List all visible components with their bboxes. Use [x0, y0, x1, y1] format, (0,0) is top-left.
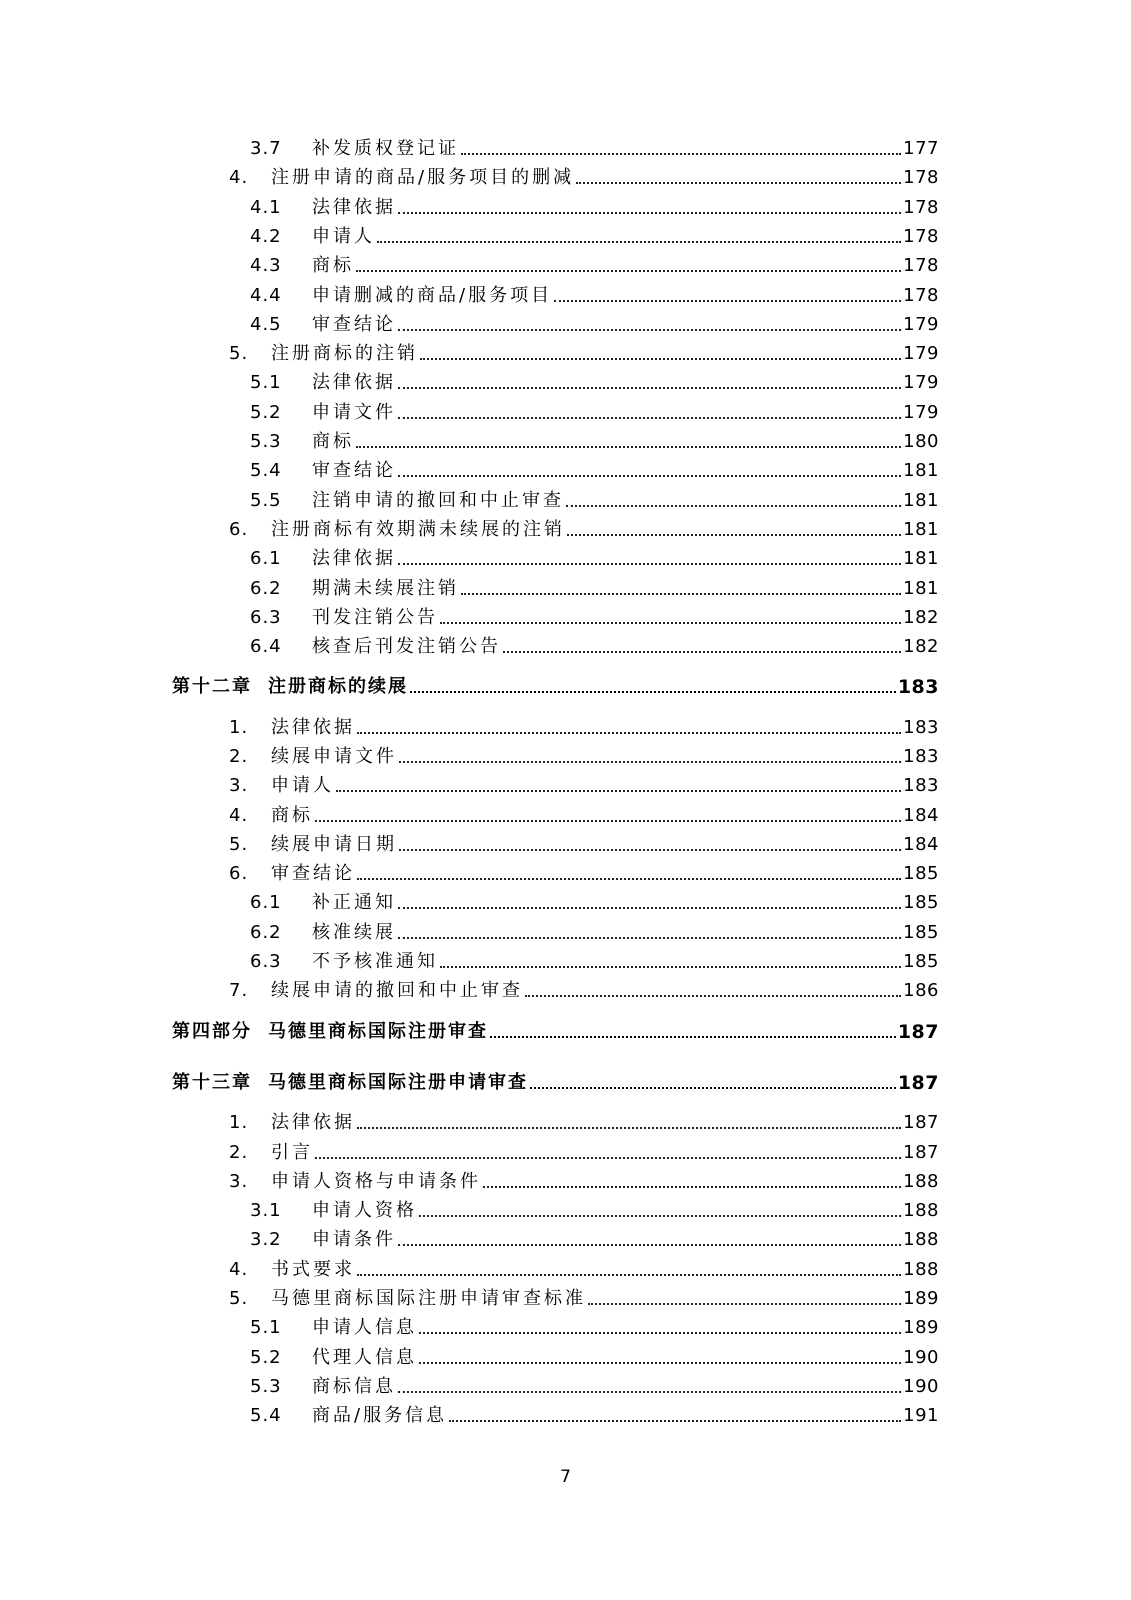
- toc-entry[interactable]: [0, 281, 1131, 311]
- toc-entry-number: 4.1: [250, 197, 282, 218]
- toc-entry-title: 注销申请的撤回和中止审查: [312, 490, 564, 511]
- toc-entry-page: 177: [903, 138, 939, 159]
- toc-entry-title: 书式要求: [271, 1259, 355, 1280]
- toc-entry[interactable]: [0, 1284, 1131, 1314]
- toc-leader-dots: [398, 1244, 901, 1246]
- toc-leader-dots: [483, 1186, 901, 1188]
- toc-entry-number: 5.1: [250, 372, 282, 393]
- toc-leader-dots: [490, 1036, 896, 1038]
- toc-entry[interactable]: [0, 801, 1131, 831]
- toc-entry[interactable]: [0, 163, 1131, 193]
- toc-entry-number: 5.: [229, 834, 249, 855]
- toc-entry-page: 187: [903, 1142, 939, 1163]
- toc-heading-entry[interactable]: [0, 672, 1131, 702]
- toc-leader-dots: [449, 1420, 901, 1422]
- toc-entry-title: 注册商标有效期满未续展的注销: [271, 519, 565, 540]
- toc-entry-number: 5.2: [250, 402, 282, 423]
- toc-entry-page: 180: [903, 431, 939, 452]
- toc-leader-dots: [336, 790, 901, 792]
- toc-leader-dots: [398, 475, 901, 477]
- toc-entry-number: 5.4: [250, 1405, 282, 1426]
- toc-entry[interactable]: [0, 830, 1131, 860]
- toc-entry-number: 4.5: [250, 314, 282, 335]
- toc-entry-number: 1.: [229, 717, 249, 738]
- toc-leader-dots: [567, 534, 901, 536]
- toc-entry-number: 6.1: [250, 548, 282, 569]
- toc-entry-page: 186: [903, 980, 939, 1001]
- toc-entry-title: 马德里商标国际注册审查: [268, 1021, 488, 1042]
- toc-entry-title: 期满未续展注销: [312, 578, 459, 599]
- toc-entry-title: 商品/服务信息: [312, 1405, 448, 1426]
- toc-entry-number: 4.3: [250, 255, 282, 276]
- toc-entry[interactable]: [0, 310, 1131, 340]
- toc-leader-dots: [398, 937, 901, 939]
- toc-entry-title: 续展申请文件: [271, 746, 397, 767]
- toc-leader-dots: [356, 446, 901, 448]
- toc-leader-dots: [554, 300, 901, 302]
- toc-entry-number: 2.: [229, 746, 249, 767]
- toc-entry[interactable]: [0, 918, 1131, 948]
- toc-entry-page: 178: [903, 167, 939, 188]
- toc-entry-title: 申请人: [271, 775, 334, 796]
- toc-entry-page: 184: [903, 805, 939, 826]
- toc-entry-title: 注册申请的商品/服务项目的删减: [271, 167, 575, 188]
- toc-entry[interactable]: [0, 742, 1131, 772]
- toc-leader-dots: [530, 1087, 896, 1089]
- toc-leader-dots: [420, 358, 901, 360]
- toc-entry[interactable]: [0, 544, 1131, 574]
- toc-entry-page: 187: [897, 1072, 939, 1094]
- toc-entry[interactable]: [0, 1313, 1131, 1343]
- toc-entry-number: 6.2: [250, 922, 282, 943]
- toc-entry-page: 183: [903, 775, 939, 796]
- toc-entry[interactable]: [0, 515, 1131, 545]
- toc-entry-title: 申请删减的商品/服务项目: [312, 285, 553, 306]
- toc-entry-number: 6.3: [250, 607, 282, 628]
- toc-entry-title: 申请文件: [312, 402, 396, 423]
- toc-entry-title: 商标信息: [312, 1376, 396, 1397]
- toc-entry-title: 申请人资格: [312, 1200, 417, 1221]
- toc-entry-page: 183: [903, 746, 939, 767]
- toc-entry[interactable]: [0, 1372, 1131, 1402]
- toc-entry-title: 商标: [271, 805, 313, 826]
- toc-heading-entry[interactable]: [0, 1068, 1131, 1098]
- toc-entry-title: 续展申请的撤回和中止审查: [271, 980, 523, 1001]
- toc-entry-number: 5.2: [250, 1347, 282, 1368]
- toc-entry[interactable]: [0, 1255, 1131, 1285]
- toc-leader-dots: [377, 241, 901, 243]
- toc-leader-dots: [357, 1127, 901, 1129]
- toc-entry-title: 马德里商标国际注册申请审查标准: [271, 1288, 586, 1309]
- toc-entry[interactable]: [0, 1401, 1131, 1431]
- page-number: 7: [560, 1467, 571, 1487]
- toc-entry[interactable]: [0, 976, 1131, 1006]
- toc-entry-title: 引言: [271, 1142, 313, 1163]
- toc-leader-dots: [357, 1274, 901, 1276]
- toc-leader-dots: [356, 270, 901, 272]
- toc-leader-dots: [440, 966, 901, 968]
- toc-entry-number: 3.1: [250, 1200, 282, 1221]
- toc-leader-dots: [398, 907, 901, 909]
- toc-leader-dots: [576, 182, 901, 184]
- toc-entry-title: 核查后刊发注销公告: [312, 636, 501, 657]
- toc-leader-dots: [461, 593, 901, 595]
- toc-entry-page: 179: [903, 343, 939, 364]
- toc-entry-number: 4.: [229, 1259, 249, 1280]
- toc-entry[interactable]: [0, 1225, 1131, 1255]
- toc-leader-dots: [315, 1157, 901, 1159]
- toc-entry[interactable]: [0, 339, 1131, 369]
- toc-entry-number: 第四部分: [172, 1021, 252, 1042]
- toc-entry-title: 注册商标的续展: [268, 676, 408, 697]
- toc-entry-page: 184: [903, 834, 939, 855]
- toc-entry-title: 商标: [312, 431, 354, 452]
- toc-entry-title: 续展申请日期: [271, 834, 397, 855]
- toc-entry-page: 183: [897, 676, 939, 698]
- toc-entry-number: 3.: [229, 1171, 249, 1192]
- toc-leader-dots: [461, 153, 901, 155]
- toc-heading-entry[interactable]: [0, 1017, 1131, 1047]
- toc-entry-title: 申请人资格与申请条件: [271, 1171, 481, 1192]
- toc-entry-title: 注册商标的注销: [271, 343, 418, 364]
- toc-entry-number: 第十二章: [172, 676, 252, 697]
- toc-entry[interactable]: [0, 859, 1131, 889]
- toc-entry-title: 审查结论: [271, 863, 355, 884]
- toc-entry-page: 181: [903, 578, 939, 599]
- toc-entry-number: 6.4: [250, 636, 282, 657]
- toc-entry-page: 187: [903, 1112, 939, 1133]
- toc-entry-title: 代理人信息: [312, 1347, 417, 1368]
- toc-entry-page: 188: [903, 1171, 939, 1192]
- toc-entry-number: 5.5: [250, 490, 282, 511]
- toc-entry-page: 187: [897, 1021, 939, 1043]
- toc-entry[interactable]: [0, 456, 1131, 486]
- toc-entry[interactable]: [0, 713, 1131, 743]
- toc-entry-title: 法律依据: [312, 197, 396, 218]
- toc-entry-number: 2.: [229, 1142, 249, 1163]
- toc-leader-dots: [503, 651, 901, 653]
- toc-entry-number: 1.: [229, 1112, 249, 1133]
- toc-entry-page: 182: [903, 607, 939, 628]
- toc-entry[interactable]: [0, 251, 1131, 281]
- toc-entry-page: 190: [903, 1376, 939, 1397]
- toc-entry-page: 178: [903, 226, 939, 247]
- toc-entry[interactable]: [0, 1196, 1131, 1226]
- toc-entry-title: 不予核准通知: [312, 951, 438, 972]
- toc-entry[interactable]: [0, 1138, 1131, 1168]
- toc-entry-page: 188: [903, 1259, 939, 1280]
- toc-entry-title: 商标: [312, 255, 354, 276]
- toc-entry-page: 181: [903, 460, 939, 481]
- toc-entry-page: 179: [903, 402, 939, 423]
- toc-entry[interactable]: [0, 947, 1131, 977]
- toc-entry[interactable]: [0, 1167, 1131, 1197]
- toc-entry-page: 185: [903, 892, 939, 913]
- toc-entry-page: 190: [903, 1347, 939, 1368]
- toc-entry-number: 3.2: [250, 1229, 282, 1250]
- toc-entry-title: 核准续展: [312, 922, 396, 943]
- toc-entry[interactable]: [0, 603, 1131, 633]
- toc-entry-page: 181: [903, 490, 939, 511]
- toc-entry[interactable]: [0, 486, 1131, 516]
- toc-leader-dots: [357, 732, 901, 734]
- toc-entry-number: 3.: [229, 775, 249, 796]
- toc-entry-number: 5.: [229, 343, 249, 364]
- toc-entry-number: 6.1: [250, 892, 282, 913]
- toc-entry-page: 178: [903, 255, 939, 276]
- toc-entry[interactable]: [0, 398, 1131, 428]
- toc-entry-page: 181: [903, 548, 939, 569]
- toc-entry-number: 5.4: [250, 460, 282, 481]
- toc-leader-dots: [357, 878, 901, 880]
- toc-leader-dots: [398, 563, 901, 565]
- toc-entry-page: 189: [903, 1317, 939, 1338]
- toc-entry-number: 5.: [229, 1288, 249, 1309]
- toc-entry-number: 4.4: [250, 285, 282, 306]
- toc-entry[interactable]: [0, 368, 1131, 398]
- toc-entry-number: 3.7: [250, 138, 282, 159]
- toc-entry-page: 178: [903, 285, 939, 306]
- toc-entry[interactable]: [0, 1108, 1131, 1138]
- toc-entry-title: 审查结论: [312, 314, 396, 335]
- toc-entry-number: 6.: [229, 863, 249, 884]
- toc-entry[interactable]: [0, 888, 1131, 918]
- toc-entry-title: 法律依据: [271, 717, 355, 738]
- toc-leader-dots: [399, 849, 901, 851]
- toc-entry-page: 188: [903, 1200, 939, 1221]
- toc-entry-page: 179: [903, 372, 939, 393]
- toc-entry-number: 7.: [229, 980, 249, 1001]
- toc-entry-title: 补发质权登记证: [312, 138, 459, 159]
- toc-entry-page: 188: [903, 1229, 939, 1250]
- toc-entry-number: 5.3: [250, 1376, 282, 1397]
- toc-leader-dots: [398, 1391, 901, 1393]
- toc-entry-number: 4.: [229, 167, 249, 188]
- toc-entry-number: 4.2: [250, 226, 282, 247]
- toc-entry-page: 185: [903, 863, 939, 884]
- toc-entry[interactable]: [0, 427, 1131, 457]
- toc-entry-page: 179: [903, 314, 939, 335]
- toc-leader-dots: [410, 691, 896, 693]
- toc-entry-title: 法律依据: [312, 372, 396, 393]
- toc-entry[interactable]: [0, 574, 1131, 604]
- toc-leader-dots: [399, 761, 901, 763]
- toc-entry-page: 189: [903, 1288, 939, 1309]
- toc-entry-page: 185: [903, 922, 939, 943]
- toc-leader-dots: [440, 622, 901, 624]
- toc-leader-dots: [588, 1303, 901, 1305]
- toc-entry-number: 6.: [229, 519, 249, 540]
- toc-entry-title: 审查结论: [312, 460, 396, 481]
- toc-entry[interactable]: [0, 1343, 1131, 1373]
- toc-leader-dots: [398, 387, 901, 389]
- toc-entry-page: 181: [903, 519, 939, 540]
- toc-leader-dots: [398, 417, 901, 419]
- toc-leader-dots: [566, 505, 901, 507]
- toc-entry-title: 法律依据: [271, 1112, 355, 1133]
- toc-entry-number: 6.3: [250, 951, 282, 972]
- toc-entry-title: 申请人: [312, 226, 375, 247]
- toc-entry-title: 刊发注销公告: [312, 607, 438, 628]
- toc-entry-title: 申请人信息: [312, 1317, 417, 1338]
- toc-entry-title: 法律依据: [312, 548, 396, 569]
- toc-leader-dots: [398, 329, 901, 331]
- toc-leader-dots: [419, 1215, 901, 1217]
- toc-entry-number: 4.: [229, 805, 249, 826]
- toc-entry-number: 第十三章: [172, 1072, 252, 1093]
- toc-entry-page: 182: [903, 636, 939, 657]
- toc-entry[interactable]: [0, 771, 1131, 801]
- toc-entry[interactable]: [0, 222, 1131, 252]
- toc-entry-page: 191: [903, 1405, 939, 1426]
- toc-entry-number: 6.2: [250, 578, 282, 599]
- toc-entry[interactable]: [0, 134, 1131, 164]
- toc-entry-title: 补正通知: [312, 892, 396, 913]
- toc-entry-page: 185: [903, 951, 939, 972]
- toc-leader-dots: [419, 1362, 901, 1364]
- toc-leader-dots: [419, 1332, 901, 1334]
- toc-leader-dots: [398, 212, 901, 214]
- toc-entry-title: 马德里商标国际注册申请审查: [268, 1072, 528, 1093]
- toc-entry-number: 5.1: [250, 1317, 282, 1338]
- toc-leader-dots: [525, 995, 901, 997]
- toc-entry-page: 183: [903, 717, 939, 738]
- toc-entry[interactable]: [0, 193, 1131, 223]
- toc-entry[interactable]: [0, 632, 1131, 662]
- toc-entry-title: 申请条件: [312, 1229, 396, 1250]
- toc-entry-number: 5.3: [250, 431, 282, 452]
- toc-entry-page: 178: [903, 197, 939, 218]
- toc-leader-dots: [315, 820, 901, 822]
